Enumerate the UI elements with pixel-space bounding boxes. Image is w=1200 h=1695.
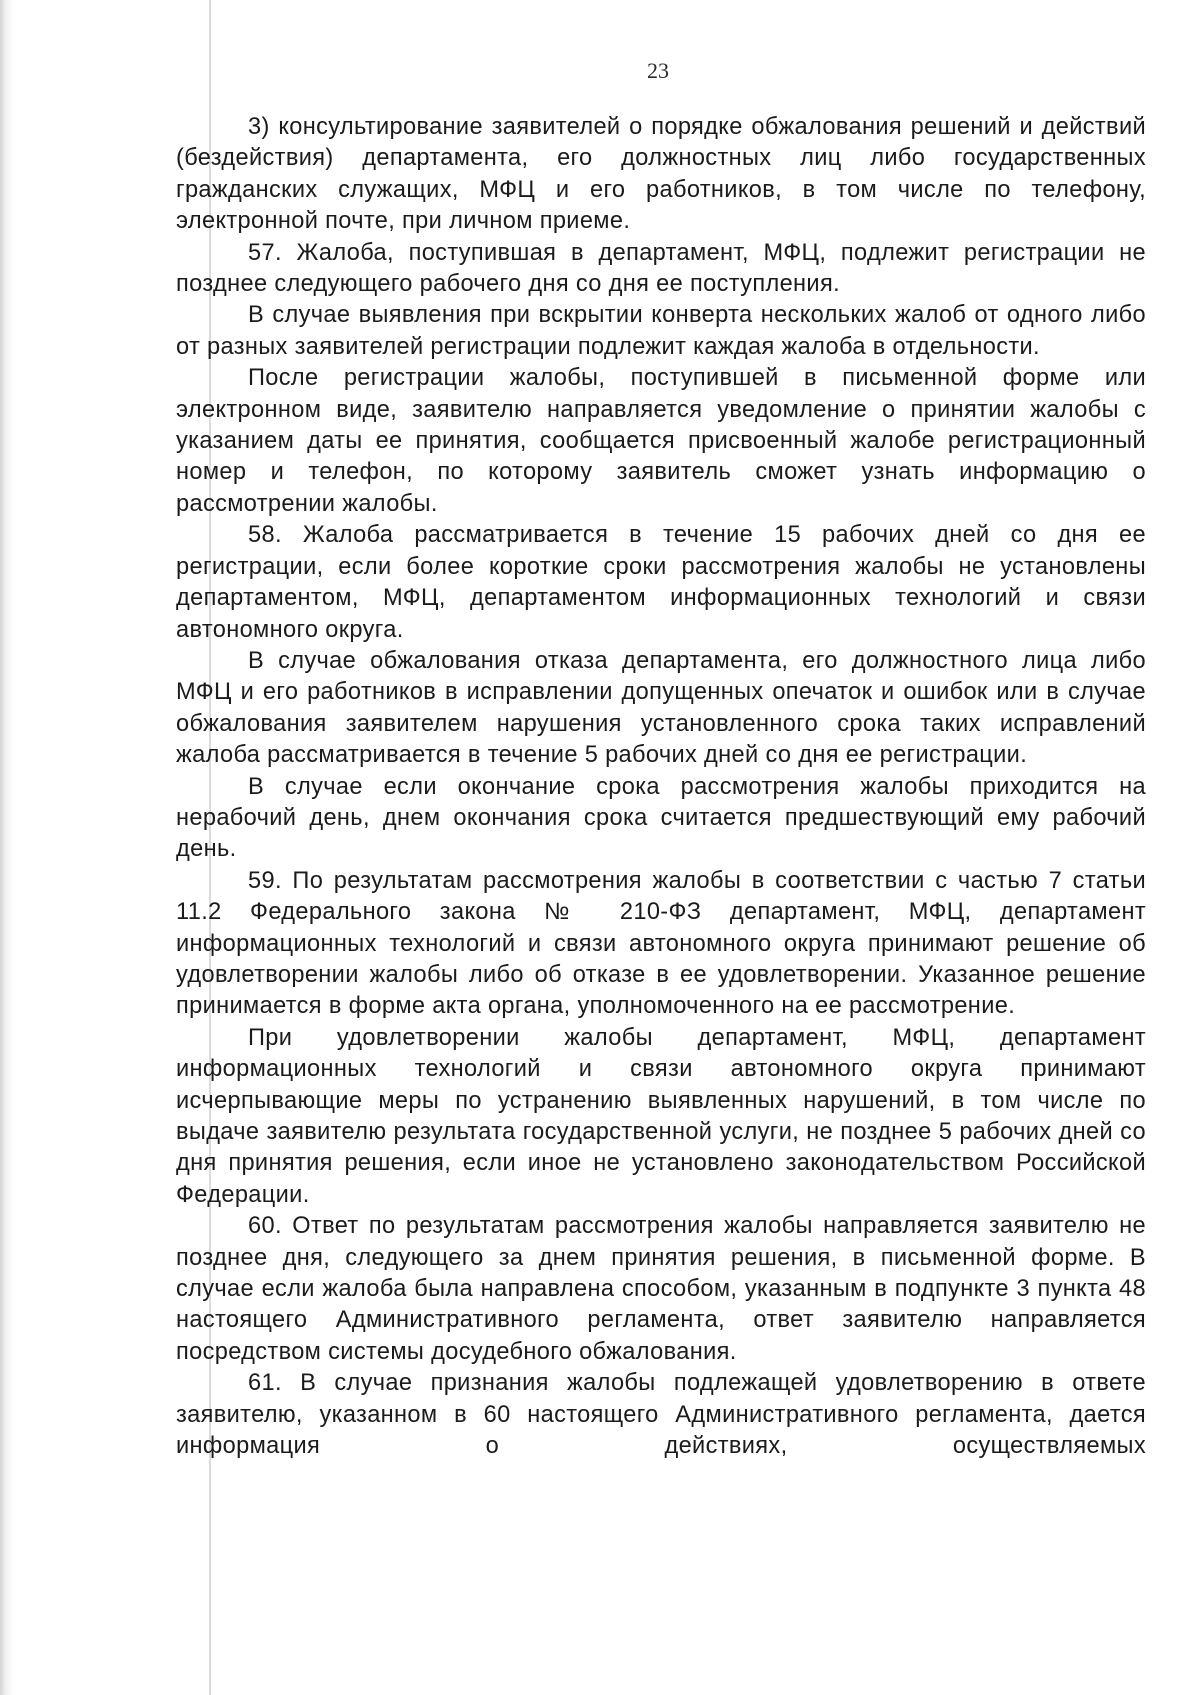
paragraph-60: 60. Ответ по результатам рассмотрения жалобы направляется заявителю не позднее дня, следующего за днем принятия решения, в письменной форме. В случае если жалоба была направлена способом, указанным в подпункте 3 пункта 48 настоящего Административного регламента, ответ заявителю направляется посредством системы досудебного обжалования. [176,1213,1146,1365]
paragraph-58: 58. Жалоба рассматривается в течение 15 рабочих дней со дня ее регистрации, если более короткие сроки рассмотрения жалобы не установлены департаментом, МФЦ, департаментом информационных технологий и связи автономного округа. [176,522,1146,643]
paragraph-59: 59. По результатам рассмотрения жалобы в соответствии с частью 7 статьи 11.2 Федерального закона № 210-ФЗ департамент, МФЦ, департамент информационных технологий и связи автономного округа принимают решение об удовлетворении жалобы либо об отказе в ее удовлетворении. Указанное решение принимается в форме акта органа, уполномоченного на ее рассмотрение. [176,867,1146,1020]
paragraph-57-notification: После регистрации жалобы, поступившей в письменной форме или электронном виде, заявителю направляется уведомление о принятии жалобы с указанием даты ее принятия, сообщается присвоенный жалобе регистрационный номер и телефон, по которому заявитель сможет узнать информацию о рассмотрении жалобы. [176,365,1146,517]
paragraph-58-correction: В случае обжалования отказа департамента, его должностного лица либо МФЦ и его работников в исправлении допущенных опечаток и ошибок или в случае обжалования заявителем нарушения установленного срока таких исправлений жалоба рассматривается в течение 5 рабочих дней со дня ее регистрации. [176,647,1146,769]
paragraph-61: 61. В случае признания жалобы подлежащей удовлетворению в ответе заявителю, указанном в 60 настоящего Административного регламента, дается информация о действиях, осуществляемых [176,1370,1146,1460]
scan-edge-shadow [0,0,14,1695]
paragraph-59-satisfaction: При удовлетворении жалобы департамент, МФЦ, департамент информационных технологий и связи автономного округа принимают исчерпывающие меры по устранению выявленных нарушений, в том числе по выдаче заявителю результата государственной услуги, не позднее 5 рабочих дней со дня принятия решения, если иное не установлено законодательством Российской Федерации. [176,1024,1146,1208]
page-number: 23 [647,58,669,83]
document-body [176,112,1146,1462]
paragraph-57: 57. Жалоба, поступившая в департамент, МФЦ, подлежит регистрации не позднее следующего рабочего дня со дня ее поступления. [176,239,1146,298]
paragraph-item-3: 3) консультирование заявителей о порядке обжалования решений и действий (бездействия) департамента, его должностных лиц либо государственных гражданских служащих, МФЦ и его работников, в том числе по телефону, электронной почте, при личном приеме. [176,114,1146,235]
paragraph-58-nonworking-day: В случае если окончание срока рассмотрения жалобы приходится на нерабочий день, днем окончания срока считается предшествующий ему рабочий день. [176,773,1146,863]
paragraph-57-envelope: В случае выявления при вскрытии конверта нескольких жалоб от одного либо от разных заявителей регистрации подлежит каждая жалоба в отдельности. [176,302,1146,360]
